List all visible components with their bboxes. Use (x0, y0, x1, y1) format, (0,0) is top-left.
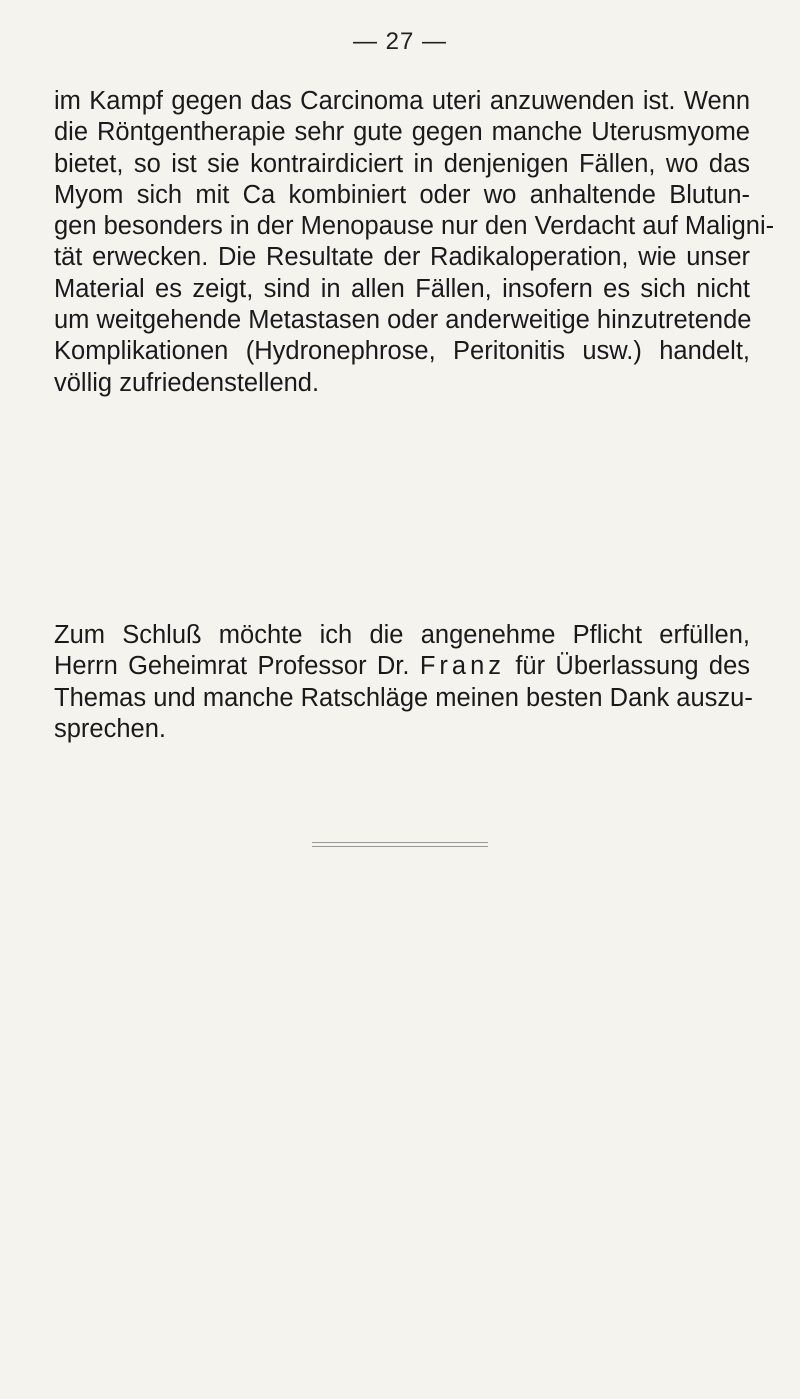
paragraph-line: Myom sich mit Ca kombiniert oder wo anhaltende Blutun- (54, 180, 750, 209)
paragraph-line: bietet, so ist sie kontrairdiciert in denjenigen Fällen, wo das (54, 149, 750, 178)
paragraph-line: sprechen. (54, 714, 166, 743)
paragraph-line (54, 651, 750, 682)
paragraph-2 (54, 620, 753, 745)
acknowledgement-text: für Überlassung des (505, 652, 750, 681)
paragraph-line: Themas und manche Ratschläge meinen besten Dank auszu- (54, 683, 753, 712)
paragraph-line: im Kampf gegen das Carcinoma uteri anzuwenden ist. Wenn (54, 87, 750, 115)
paragraph-line: gen besonders in der Menopause nur den Verdacht auf Maligni- (54, 212, 775, 241)
paragraph-line: tät erwecken. Die Resultate der Radikaloperation, wie unser (54, 243, 750, 272)
divider-line (312, 846, 488, 847)
paragraph-line: die Röntgentherapie sehr gute gegen manche Uterusmyome (54, 118, 750, 147)
page-number: — 27 — (352, 28, 448, 55)
paragraph-line: Zum Schluß möchte ich die angenehme Pflicht erfüllen, (54, 621, 750, 649)
paragraph-line: um weitgehende Metastasen oder anderweitige hinzutretende (54, 306, 752, 335)
paragraph-1 (54, 86, 775, 399)
acknowledgement-text: Herrn Geheimrat Professor Dr. (54, 652, 420, 681)
person-name: Franz (419, 652, 505, 681)
paragraph-line: völlig zufriedenstellend. (54, 368, 320, 397)
paragraph-line: Komplikationen (Hydronephrose, Peritonitis usw.) handelt, (54, 337, 750, 366)
divider-line (312, 842, 488, 843)
paragraph-line: Material es zeigt, sind in allen Fällen, insofern es sich nicht (54, 274, 750, 303)
